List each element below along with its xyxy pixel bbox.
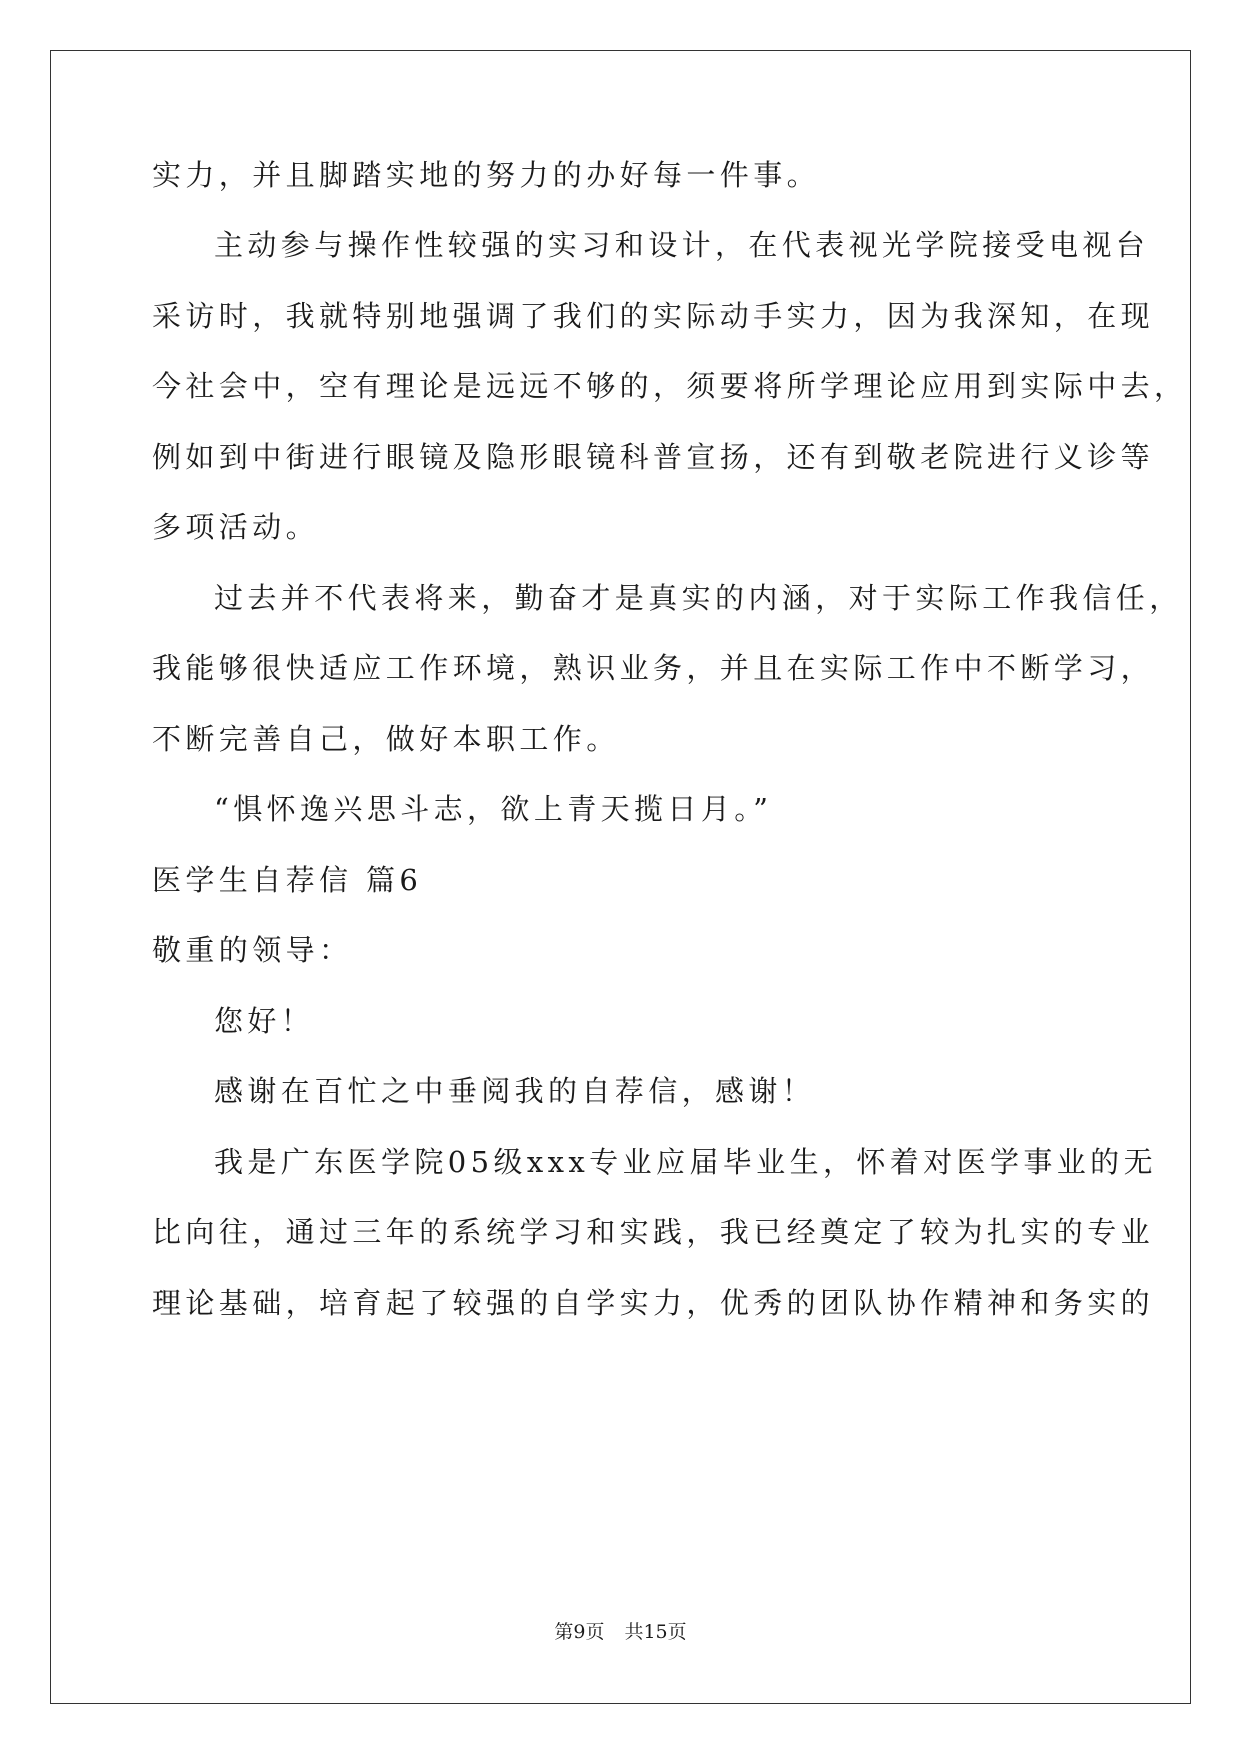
- paragraph-line: 我是广东医学院05级xxx专业应届毕业生，怀着对医学事业的无: [214, 1145, 1157, 1179]
- paragraph-line: 不断完善自己，做好本职工作。: [152, 722, 620, 756]
- greeting: 您好！: [214, 1004, 315, 1038]
- section-heading: 医学生自荐信 篇6: [152, 863, 423, 897]
- paragraph-line: 多项活动。: [152, 510, 320, 544]
- quote-line: “惧怀逸兴思斗志，欲上青天揽日月。”: [214, 792, 773, 826]
- salutation: 敬重的领导：: [152, 933, 353, 967]
- page-total: 共15页: [624, 1621, 687, 1643]
- paragraph-line: 实力，并且脚踏实地的努力的办好每一件事。: [152, 158, 821, 192]
- paragraph-line: 理论基础，培育起了较强的自学实力，优秀的团队协作精神和务实的: [152, 1286, 1155, 1320]
- page-footer: [0, 1620, 1241, 1644]
- paragraph-line: 我能够很快适应工作环境，熟识业务，并且在实际工作中不断学习，: [152, 651, 1155, 685]
- paragraph-line: 感谢在百忙之中垂阅我的自荐信，感谢！: [214, 1074, 816, 1108]
- paragraph-line: 例如到中街进行眼镜及隐形眼镜科普宣扬，还有到敬老院进行义诊等: [152, 440, 1155, 474]
- page-number: 第9页: [554, 1621, 605, 1643]
- paragraph-line: 过去并不代表将来，勤奋才是真实的内涵，对于实际工作我信任，: [214, 581, 1183, 615]
- paragraph-line: 采访时，我就特别地强调了我们的实际动手实力，因为我深知，在现: [152, 299, 1155, 333]
- paragraph-line: 今社会中，空有理论是远远不够的，须要将所学理论应用到实际中去，: [152, 369, 1188, 403]
- paragraph-line: 主动参与操作性较强的实习和设计，在代表视光学院接受电视台: [214, 228, 1150, 262]
- paragraph-line: 比向往，通过三年的系统学习和实践，我已经奠定了较为扎实的专业: [152, 1215, 1155, 1249]
